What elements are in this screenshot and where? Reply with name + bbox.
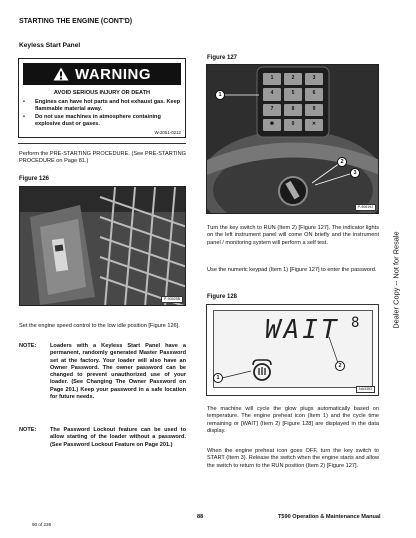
- keypad-key[interactable]: 7: [263, 104, 281, 116]
- keypad-key[interactable]: 3: [305, 73, 323, 85]
- note-label: NOTE:: [19, 343, 37, 349]
- keypad-key[interactable]: 1: [263, 73, 281, 85]
- note-body: The Password Lockout feature can be used to allow starting of the loader without a password. (See Password Lockout Feature on Page 201.): [50, 427, 186, 448]
- page-number: 88: [197, 514, 204, 520]
- keypad-key[interactable]: 2: [284, 73, 302, 85]
- callout-1: 1: [213, 373, 223, 383]
- section-title: STARTING THE ENGINE (CONT'D): [19, 18, 133, 25]
- keypad-key[interactable]: 0: [284, 119, 302, 131]
- callout-1: 1: [215, 90, 225, 100]
- warning-box: WARNING AVOID SERIOUS INJURY OR DEATH • Engines can have hot parts and hot exhaust gas. Keep flammable material away. • Do not use machines in atmosphere containing explosive dust or gases. W-2051-0212: [18, 58, 186, 138]
- callout-2: 2: [335, 361, 345, 371]
- start-text: When the engine preheat icon goes OFF, turn the key switch to START (Item 3). Release the switch when the engine starts and allow the switch to return to the RUN position (Item 2) [Figure 127].: [207, 448, 379, 469]
- keypad-key[interactable]: 8: [284, 104, 302, 116]
- note-label: NOTE:: [19, 427, 37, 433]
- display-wait-text: WAIT: [265, 315, 340, 345]
- figure-126-code: P-90525B: [161, 296, 183, 303]
- dealer-copy-side-text: Dealer Copy -- Not for Resale: [391, 231, 401, 329]
- keypad-key[interactable]: ✕: [305, 119, 323, 131]
- keypad-text: Use the numeric keypad (Item 1) [Figure 127] to enter the password.: [207, 267, 377, 273]
- divider: [18, 143, 186, 144]
- speed-text: Set the engine speed control to the low idle position [Figure 126].: [19, 323, 180, 329]
- cab-grille-illustration: [20, 187, 186, 306]
- display-digit: 8: [351, 315, 360, 331]
- figure-126-caption: Figure 126: [19, 176, 50, 182]
- warning-banner-text: WARNING: [75, 65, 151, 83]
- figure-126-photo: [19, 186, 186, 306]
- keypad-key[interactable]: 4: [263, 88, 281, 100]
- manual-title: T590 Operation & Maintenance Manual: [278, 514, 381, 520]
- figure-128-code: NA3353: [356, 386, 375, 393]
- callout-leaders: [207, 305, 380, 397]
- keypad-key[interactable]: 9: [305, 104, 323, 116]
- warning-heading: AVOID SERIOUS INJURY OR DEATH: [53, 90, 151, 96]
- figure-127-photo: [206, 64, 379, 214]
- note-body: Loaders with a Keyless Start Panel have a permanent, randomly generated Master Password set at the factory. Your loader will also have an Owner Password. The owner password can be changed to prevent unauthorized use of your loader. (See Changing The Owner Password on Page 201.) Keep your password in a safe location for future needs.: [50, 343, 186, 401]
- keypad-key[interactable]: ✱: [263, 119, 281, 131]
- subsection-title: Keyless Start Panel: [19, 42, 81, 49]
- callout-2: 2: [337, 157, 347, 167]
- numeric-keypad: [263, 73, 323, 131]
- page-count: 90 of 236: [32, 522, 52, 527]
- figure-127-caption: Figure 127: [207, 55, 238, 61]
- key-switch-text: Turn the key switch to RUN (Item 2) [Figure 127]. The indicator lights on the left instrument panel will come ON briefly and the instrument panel / monitoring system will perform a self test.: [207, 225, 379, 246]
- pre-start-text: Perform the PRE-STARTING PROCEDURE. (See PRE-STARTING PROCEDURE on Page 81.): [19, 151, 186, 165]
- warning-triangle-icon: [53, 67, 69, 81]
- keypad-key[interactable]: 6: [305, 88, 323, 100]
- cycle-text: The machine will cycle the glow plugs automatically based on temperature. The engine preheat icon (Item 1) and the cycle time remaining or [WAIT] (Item 2) [Figure 128] are displayed in the data display.: [207, 406, 379, 434]
- warning-banner: [23, 63, 181, 85]
- figure-128-caption: Figure 128: [207, 294, 238, 300]
- figure-128-display: [206, 304, 379, 396]
- figure-127-code: P-90619J: [355, 204, 376, 211]
- callout-3: 3: [350, 168, 360, 178]
- warning-code: W-2051-0212: [154, 130, 181, 135]
- keypad-key[interactable]: 5: [284, 88, 302, 100]
